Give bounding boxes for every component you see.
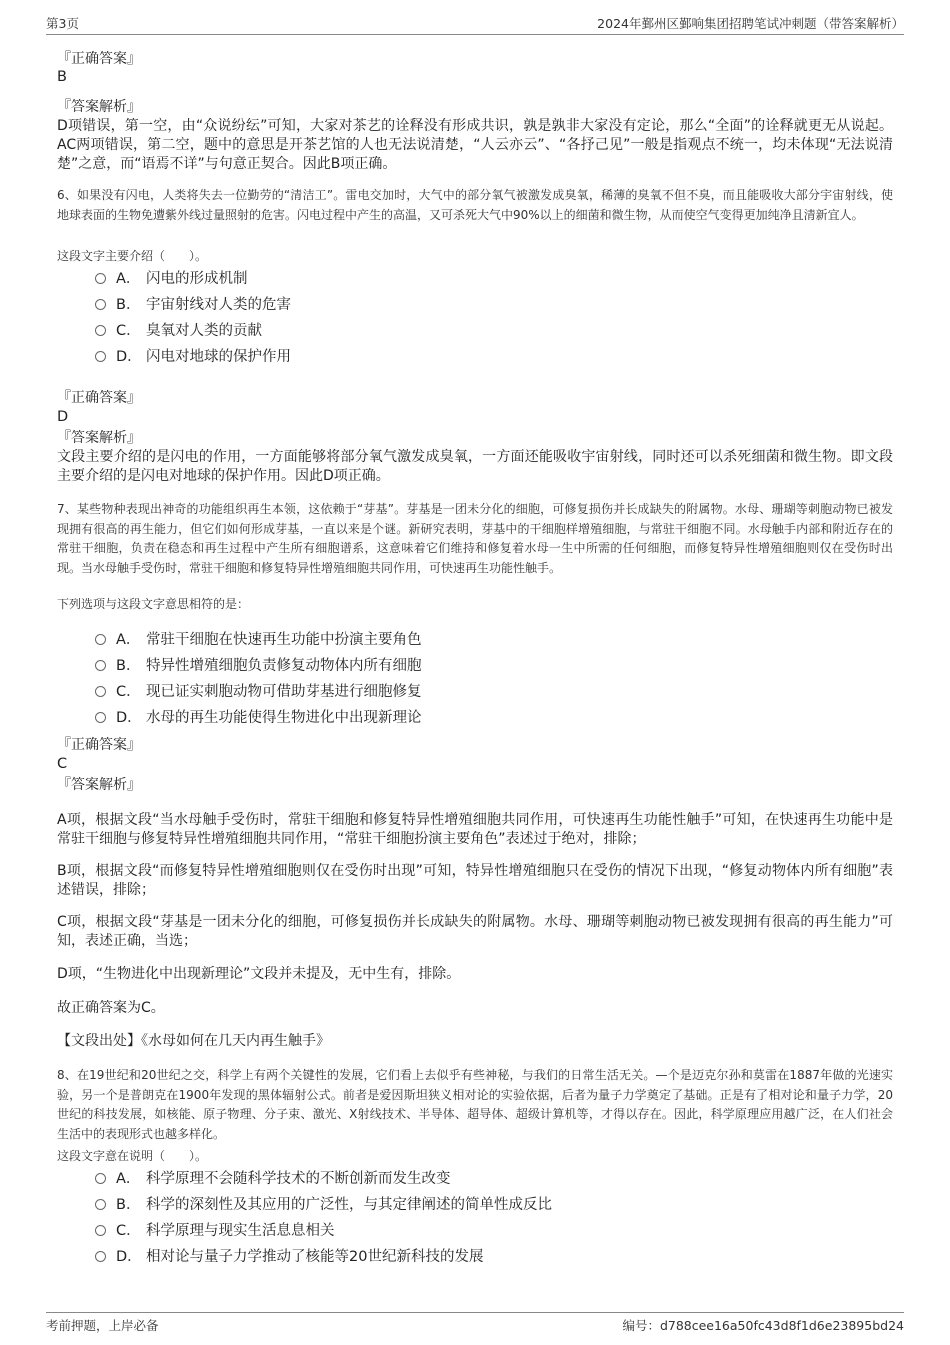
radio-icon[interactable]	[95, 273, 106, 284]
analysis-text: 文段主要介绍的是闪电的作用，一方面能够将部分氧气激发成臭氧，一方面还能吸收宇宙射线，同时还可以杀死细菌和微生物。即文段主要介绍的是闪电对地球的保护作用。因此D项正确。	[57, 449, 893, 484]
correct-answer: B	[57, 69, 67, 85]
option-list	[95, 266, 855, 370]
answer-label: 『正确答案』	[57, 737, 141, 753]
question-stem: 8、在19世纪和20世纪之交，科学上有两个关键性的发展，它们看上去似乎有些神秘，与我们的日常生活无关。—个是迈克尔孙和莫雷在1887年做的光速实验，另一个是普朗克在1900年发现的黑体辐射公式。前者是爱因斯坦狭义相对论的实验依据，后者为量子力学奠定了基础。正是有了相对论和量子力学，20世纪的科技发展，如核能、原子物理、分子束、激光、X射线技术、半导体、超导体、超级计算机等，才得以存在。因此，科学原理应用越广泛，在人们社会生活中的表现形式也越多样化。	[57, 1068, 893, 1141]
passage-source: 【文段出处】《水母如何在几天内再生触手》	[57, 1033, 330, 1049]
radio-icon[interactable]	[95, 634, 106, 645]
option-b[interactable]: B． 科学的深刻性及其应用的广泛性，与其定律阐述的简单性成反比	[95, 1192, 855, 1218]
page-header	[46, 12, 904, 35]
page-footer	[46, 1312, 904, 1335]
radio-icon[interactable]	[95, 1225, 106, 1236]
radio-icon[interactable]	[95, 1251, 106, 1262]
option-d[interactable]: D． 闪电对地球的保护作用	[95, 344, 855, 370]
option-d[interactable]: D． 水母的再生功能使得生物进化中出现新理论	[95, 705, 855, 731]
question-stem: 6、如果没有闪电，人类将失去一位勤劳的“清洁工”。雷电交加时，大气中的部分氧气被激发成臭氧，稀薄的臭氧不但不臭，而且能吸收大部分宇宙射线，使地球表面的生物免遭紫外线过量照射的危害。闪电过程中产生的高温，又可杀死大气中90%以上的细菌和微生物，从而使空气变得更加纯净且清新宜人。	[57, 188, 893, 222]
option-a[interactable]: A． 科学原理不会随科学技术的不断创新而发生改变	[95, 1166, 855, 1192]
option-c[interactable]: C． 现已证实刺胞动物可借助芽基进行细胞修复	[95, 679, 855, 705]
option-b[interactable]: B． 特异性增殖细胞负责修复动物体内所有细胞	[95, 653, 855, 679]
radio-icon[interactable]	[95, 1173, 106, 1184]
radio-icon[interactable]	[95, 686, 106, 697]
question-prompt: 下列选项与这段文字意思相符的是：	[57, 597, 250, 611]
option-d[interactable]: D． 相对论与量子力学推动了核能等20世纪新科技的发展	[95, 1244, 855, 1270]
analysis-option-b: B项，根据文段“而修复特异性增殖细胞则仅在受伤时出现”可知，特异性增殖细胞只在受伤的情况下出现，“修复动物体内所有细胞”表述错误，排除；	[57, 863, 893, 898]
document-title: 2024年鄞州区鄞响集团招聘笔试冲刺题（带答案解析）	[597, 16, 904, 31]
correct-answer: D	[57, 409, 69, 425]
analysis-option-a: A项，根据文段“当水母触手受伤时，常驻干细胞和修复特异性增殖细胞共同作用，可快速再生功能性触手”可知，在快速再生功能中是常驻干细胞与修复特异性增殖细胞共同作用，“常驻干细胞扮演主要角色”表述过于绝对，排除；	[57, 812, 893, 847]
analysis-text: D项错误，第一空，由“众说纷纭”可知，大家对茶艺的诠释没有形成共识，孰是孰非大家没有定论，那么“全面”的诠释就更无从说起。AC两项错误，第二空，题中的意思是开茶艺馆的人也无法说清楚，“人云亦云”、“各抒己见”一般是指观点不统一，均未体现“无法说清楚”之意，而“语焉不详”与句意正契合。因此B项正确。	[57, 118, 893, 172]
answer-label: 『正确答案』	[57, 390, 141, 406]
option-c[interactable]: C． 臭氧对人类的贡献	[95, 318, 855, 344]
document-code: 编号：d788cee16a50fc43d8f1d6e23895bd24	[622, 1318, 904, 1333]
analysis-option-d: D项，“生物进化中出现新理论”文段并未提及，无中生有，排除。	[57, 966, 461, 982]
option-a[interactable]: A． 闪电的形成机制	[95, 266, 855, 292]
option-c[interactable]: C． 科学原理与现实生活息息相关	[95, 1218, 855, 1244]
question-stem: 7、某些物种表现出神奇的功能组织再生本领，这依赖于“芽基”。芽基是一团未分化的细胞，可修复损伤并长成缺失的附属物。水母、珊瑚等刺胞动物已被发现拥有很高的再生能力，但它们如何形成芽基，一直以来是个谜。新研究表明，芽基中的干细胞样增殖细胞，与常驻干细胞不同。水母触手内部和附近存在的常驻干细胞，负责在稳态和再生过程中产生所有细胞谱系，这意味着它们维持和修复着水母一生中所需的任何细胞，而修复特异性增殖细胞则仅在受伤时出现。当水母触手受伤时，常驻干细胞和修复特异性增殖细胞共同作用，可快速再生功能性触手。	[57, 502, 893, 575]
question-prompt: 这段文字意在说明（ ）。	[57, 1149, 208, 1163]
analysis-label: 『答案解析』	[57, 99, 141, 115]
radio-icon[interactable]	[95, 299, 106, 310]
analysis-label: 『答案解析』	[57, 430, 141, 446]
radio-icon[interactable]	[95, 1199, 106, 1210]
analysis-conclusion: 故正确答案为C。	[57, 1000, 165, 1016]
analysis-label: 『答案解析』	[57, 777, 141, 793]
option-list	[95, 627, 855, 731]
analysis-option-c: C项，根据文段“芽基是一团未分化的细胞，可修复损伤并长成缺失的附属物。水母、珊瑚等刺胞动物已被发现拥有很高的再生能力”可知，表述正确，当选；	[57, 914, 893, 949]
correct-answer: C	[57, 756, 68, 772]
radio-icon[interactable]	[95, 351, 106, 362]
page-number: 第3页	[46, 16, 79, 31]
footer-slogan: 考前押题，上岸必备	[46, 1318, 159, 1333]
radio-icon[interactable]	[95, 660, 106, 671]
question-prompt: 这段文字主要介绍（ ）。	[57, 249, 208, 263]
option-list	[95, 1166, 855, 1270]
radio-icon[interactable]	[95, 325, 106, 336]
radio-icon[interactable]	[95, 712, 106, 723]
option-a[interactable]: A． 常驻干细胞在快速再生功能中扮演主要角色	[95, 627, 855, 653]
option-b[interactable]: B． 宇宙射线对人类的危害	[95, 292, 855, 318]
answer-label: 『正确答案』	[57, 51, 141, 67]
